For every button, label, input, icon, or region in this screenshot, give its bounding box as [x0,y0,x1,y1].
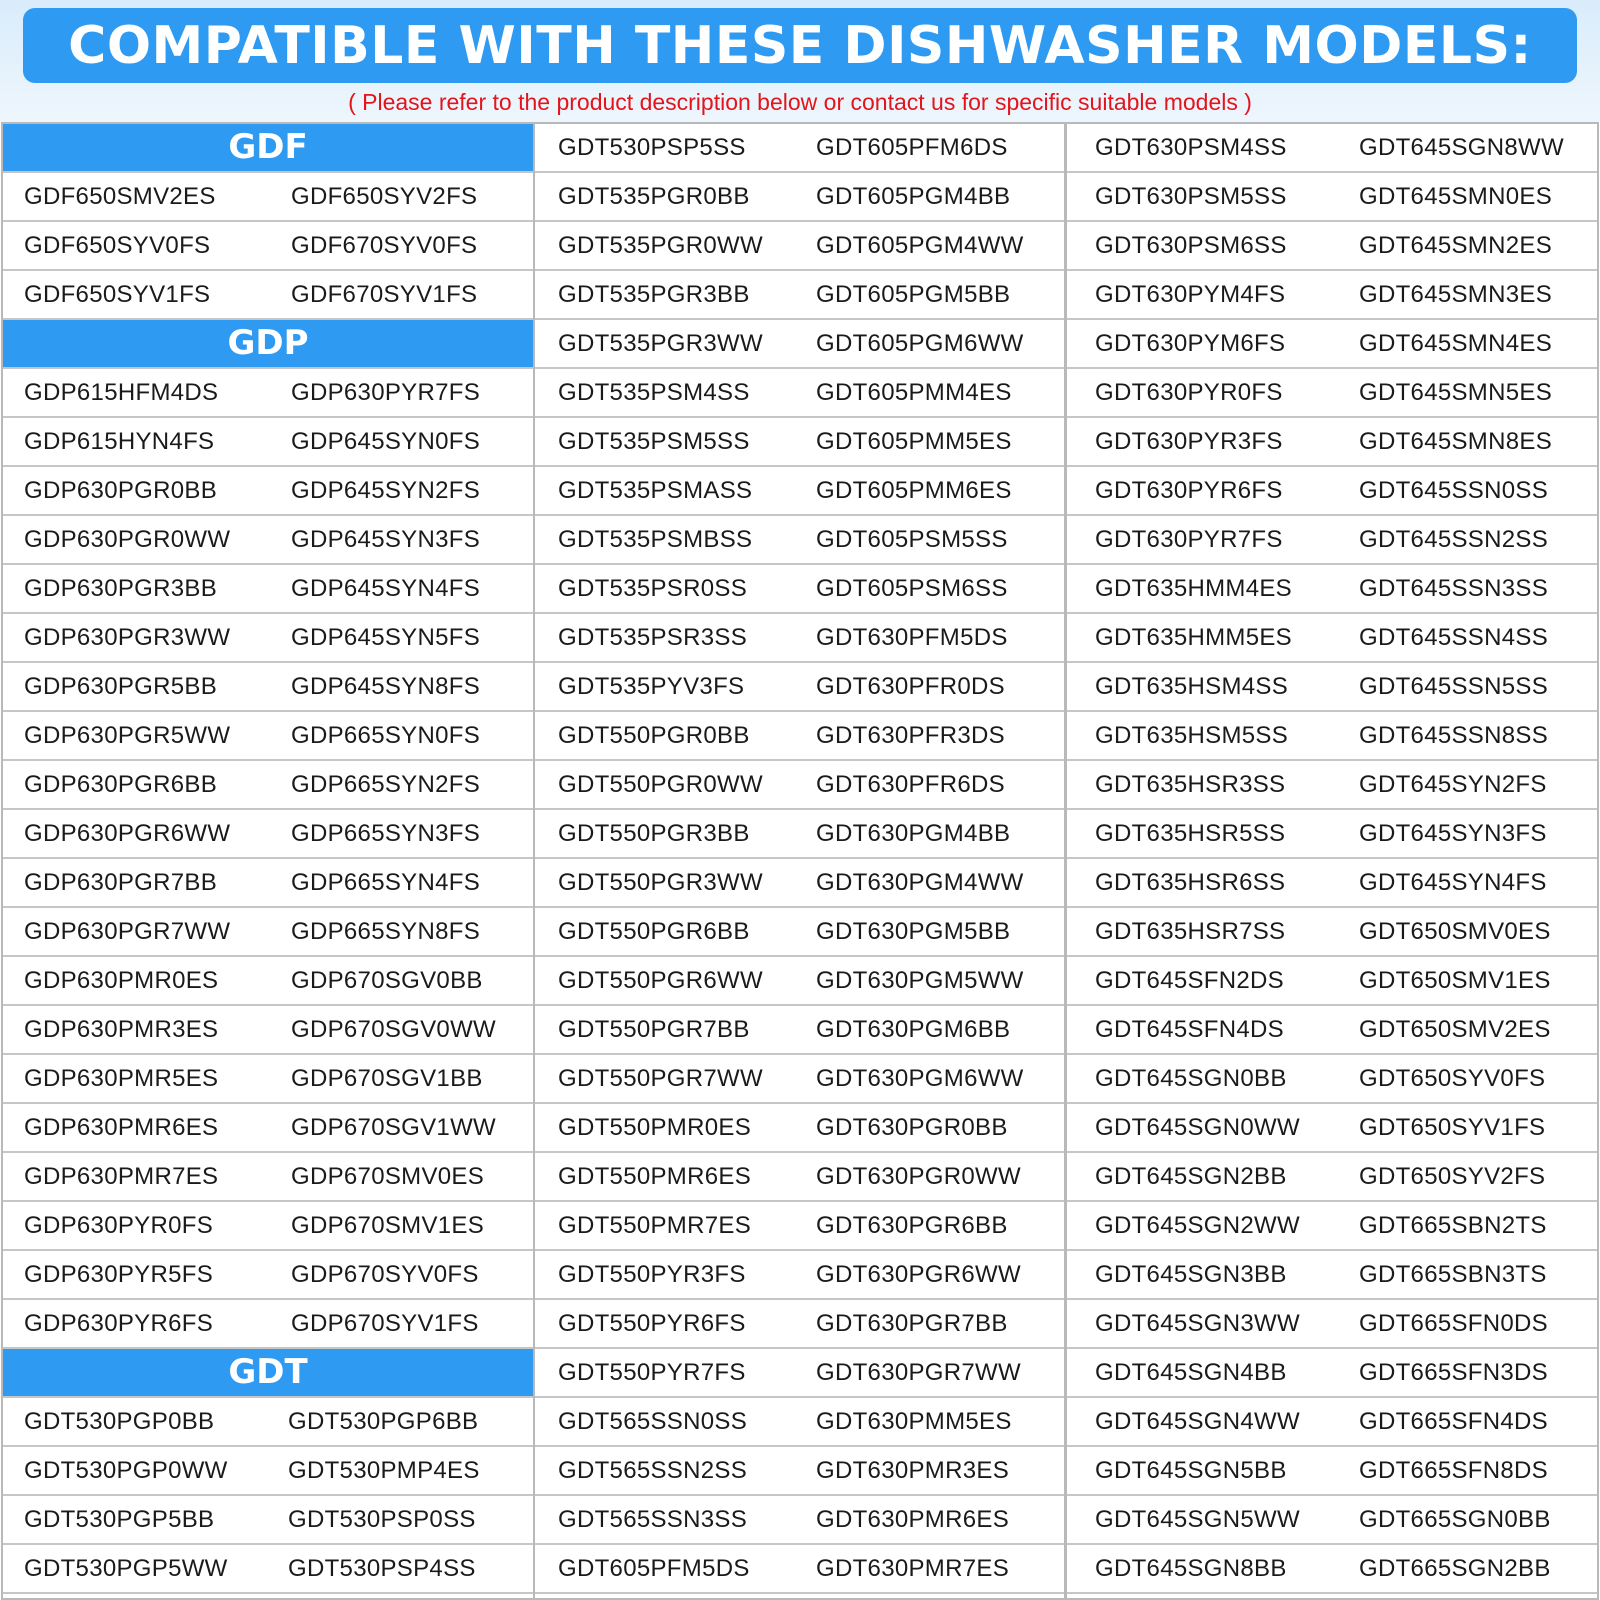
model-number: GDT630PGM5WW [816,967,1024,994]
model-number: GDT530PGP6BB [288,1408,479,1435]
model-number: GDP630PYR7FS [291,379,481,406]
model-row [1067,859,1597,908]
model-number: GDP630PGR0BB [24,477,218,504]
model-number: GDT665SBN3TS [1359,1261,1547,1288]
model-row [1067,1006,1597,1055]
model-number: GDP670SGV0BB [291,967,483,994]
model-number: GDT650SMV0ES [1359,918,1551,945]
model-number: GDT535PSR3SS [558,624,748,651]
model-row [535,516,1064,565]
model-number: GDT630PGR7BB [816,1310,1008,1337]
model-row [3,173,533,222]
model-number: GDT645SGN8BB [1095,1555,1287,1582]
model-number: GDT530PGP5BB [24,1506,215,1533]
model-number: GDT650SYV0FS [1359,1065,1546,1092]
model-number: GDF650SYV0FS [24,232,211,259]
model-number: GDT630PYR0FS [1095,379,1283,406]
model-number: GDT565SSN0SS [558,1408,748,1435]
model-row [1067,1447,1597,1496]
section-heading: GDF [3,124,533,173]
model-row [1067,712,1597,761]
model-number: GDT550PGR3BB [558,820,750,847]
model-number: GDT550PYR6FS [558,1310,746,1337]
model-number: GDT535PGR3BB [558,281,750,308]
model-number: GDT535PGR0BB [558,183,750,210]
model-row [3,565,533,614]
model-number: GDT630PYR6FS [1095,477,1283,504]
model-row [535,369,1064,418]
model-number: GDP645SYN0FS [291,428,481,455]
model-row [3,1251,533,1300]
model-row [1067,271,1597,320]
model-number: GDT605PFM5DS [558,1555,750,1582]
model-number: GDT550PMR0ES [558,1114,751,1141]
model-row [535,614,1064,663]
model-number: GDP630PGR7WW [24,918,231,945]
model-number: GDT645SFN4DS [1095,1016,1284,1043]
model-number: GDT645SGN0BB [1095,1065,1287,1092]
model-row [535,565,1064,614]
model-number: GDT630PFM5DS [816,624,1008,651]
model-number: GDP630PYR5FS [24,1261,214,1288]
model-number: GDP645SYN8FS [291,673,481,700]
model-row [3,467,533,516]
page-title: COMPATIBLE WITH THESE DISHWASHER MODELS: [23,8,1577,83]
model-number: GDT605PGM5BB [816,281,1011,308]
model-number: GDT645SSN0SS [1359,477,1549,504]
model-number: GDT550PGR0WW [558,771,763,798]
model-row [535,761,1064,810]
model-number: GDT630PGR6WW [816,1261,1021,1288]
model-row [3,1055,533,1104]
model-row [535,173,1064,222]
model-row [3,1006,533,1055]
model-number: GDP665SYN4FS [291,869,481,896]
model-number: GDP670SGV0WW [291,1016,496,1043]
model-number: GDT645SGN5BB [1095,1457,1287,1484]
model-number: GDF650SYV1FS [24,281,211,308]
model-row [1067,516,1597,565]
model-number: GDT630PMR3ES [816,1457,1009,1484]
model-number: GDT645SGN5WW [1095,1506,1300,1533]
model-row [535,1153,1064,1202]
model-number: GDP630PGR6WW [24,820,231,847]
model-row [535,418,1064,467]
model-number: GDT645SGN3BB [1095,1261,1287,1288]
model-number: GDT535PGR0WW [558,232,763,259]
model-row [1067,467,1597,516]
model-number: GDT650SYV2FS [1359,1163,1546,1190]
middle-model-panel [535,124,1064,1598]
model-row [1067,1251,1597,1300]
model-number: GDT605PSM6SS [816,575,1008,602]
model-number: GDT630PFR6DS [816,771,1005,798]
model-row [535,908,1064,957]
model-number: GDT630PGM6BB [816,1016,1011,1043]
model-row [535,1251,1064,1300]
model-number: GDT635HSR3SS [1095,771,1286,798]
model-row [3,614,533,663]
model-number: GDT665SFN4DS [1359,1408,1548,1435]
model-row [3,663,533,712]
model-row [535,1349,1064,1398]
model-number: GDT645SMN0ES [1359,183,1552,210]
model-number: GDT630PGR0WW [816,1163,1021,1190]
model-number: GDP630PMR3ES [24,1016,219,1043]
model-number: GDT645SGN3WW [1095,1310,1300,1337]
model-row [3,908,533,957]
model-row [535,1447,1064,1496]
model-number: GDT630PGR0BB [816,1114,1008,1141]
model-number: GDP630PGR3BB [24,575,218,602]
model-number: GDT665SFN3DS [1359,1359,1548,1386]
model-number: GDT605PMM6ES [816,477,1012,504]
model-number: GDT550PMR6ES [558,1163,751,1190]
model-row [1067,418,1597,467]
model-number: GDT630PGR7WW [816,1359,1021,1386]
model-row [3,761,533,810]
model-row [1067,1545,1597,1594]
model-row [3,957,533,1006]
model-row [1067,1055,1597,1104]
model-number: GDP630PYR6FS [24,1310,214,1337]
model-row [3,222,533,271]
model-number: GDT535PGR3WW [558,330,763,357]
model-row [3,1447,533,1496]
model-number: GDT645SGN2WW [1095,1212,1300,1239]
model-number: GDT550PGR6BB [558,918,750,945]
model-number: GDP630PGR6BB [24,771,218,798]
model-number: GDT535PYV3FS [558,673,745,700]
model-number: GDT645SMN8ES [1359,428,1552,455]
model-row [535,1300,1064,1349]
model-number: GDT530PSP0SS [288,1506,476,1533]
model-number: GDT550PYR3FS [558,1261,746,1288]
model-number: GDT605PGM4WW [816,232,1024,259]
right-model-panel [1067,124,1597,1598]
model-row [535,1398,1064,1447]
model-number: GDT535PSMBSS [558,526,753,553]
model-number: GDT650SMV2ES [1359,1016,1551,1043]
model-row [535,271,1064,320]
model-row [535,1202,1064,1251]
model-number: GDT665SBN2TS [1359,1212,1547,1239]
model-row [535,957,1064,1006]
model-row [1067,369,1597,418]
model-number: GDP645SYN2FS [291,477,481,504]
model-number: GDP665SYN8FS [291,918,481,945]
model-number: GDP630PMR6ES [24,1114,219,1141]
model-number: GDT535PSR0SS [558,575,748,602]
model-number: GDT645SMN5ES [1359,379,1552,406]
model-number: GDP615HFM4DS [24,379,219,406]
model-number: GDP670SGV1WW [291,1114,496,1141]
model-number: GDP630PGR3WW [24,624,231,651]
model-number: GDT650SYV1FS [1359,1114,1546,1141]
model-number: GDT630PGM6WW [816,1065,1024,1092]
model-number: GDT630PSM4SS [1095,134,1287,161]
model-row [535,222,1064,271]
model-row [1067,1153,1597,1202]
model-number: GDT650SMV1ES [1359,967,1551,994]
model-number: GDT645SFN2DS [1095,967,1284,994]
model-number: GDP645SYN5FS [291,624,481,651]
model-row [535,859,1064,908]
model-number: GDP630PYR0FS [24,1212,214,1239]
model-number: GDT630PGM5BB [816,918,1011,945]
model-number: GDT630PFR0DS [816,673,1005,700]
model-number: GDT630PFR3DS [816,722,1005,749]
model-number: GDT645SSN3SS [1359,575,1549,602]
model-row [3,418,533,467]
model-number: GDT645SSN2SS [1359,526,1549,553]
model-row [1067,1398,1597,1447]
model-row [3,1300,533,1349]
model-row [535,320,1064,369]
model-number: GDF650SYV2FS [291,183,478,210]
model-number: GDT535PSMASS [558,477,753,504]
model-number: GDT605PMM4ES [816,379,1012,406]
model-number: GDT605PGM4BB [816,183,1011,210]
model-number: GDT645SGN4BB [1095,1359,1287,1386]
model-row [3,1545,533,1594]
model-number: GDT630PMR6ES [816,1506,1009,1533]
model-number: GDP630PMR0ES [24,967,219,994]
model-number: GDT530PGP5WW [24,1555,228,1582]
model-number: GDP670SYV0FS [291,1261,479,1288]
model-number: GDT550PGR0BB [558,722,750,749]
model-row [535,1055,1064,1104]
model-row [535,1545,1064,1594]
model-number: GDT635HMM5ES [1095,624,1292,651]
model-number: GDT630PYM6FS [1095,330,1286,357]
model-row [535,1006,1064,1055]
model-number: GDT645SMN2ES [1359,232,1552,259]
model-number: GDT565SSN3SS [558,1506,748,1533]
model-number: GDP630PGR5BB [24,673,218,700]
model-row [535,467,1064,516]
model-number: GDP615HYN4FS [24,428,215,455]
model-number: GDT630PGM4BB [816,820,1011,847]
model-number: GDT645SMN3ES [1359,281,1552,308]
model-number: GDP670SMV0ES [291,1163,485,1190]
model-row [3,1398,533,1447]
model-number: GDT535PSM5SS [558,428,750,455]
model-row [535,124,1064,173]
model-number: GDT530PSP4SS [288,1555,476,1582]
model-row [1067,614,1597,663]
model-number: GDP630PMR5ES [24,1065,219,1092]
model-row [1067,320,1597,369]
model-row [3,1202,533,1251]
model-number: GDT635HSR6SS [1095,869,1286,896]
model-row [3,810,533,859]
model-row [3,516,533,565]
model-number: GDT645SSN8SS [1359,722,1549,749]
model-number: GDT645SYN2FS [1359,771,1547,798]
model-row [1067,908,1597,957]
model-number: GDP645SYN3FS [291,526,481,553]
model-row [3,369,533,418]
model-number: GDT535PSM4SS [558,379,750,406]
section-heading: GDP [3,320,533,369]
subtitle-note: ( Please refer to the product description below or contact us for specific suitable models ) [348,89,1252,115]
model-row [1067,1300,1597,1349]
model-number: GDT635HSR5SS [1095,820,1286,847]
model-number: GDT550PYR7FS [558,1359,746,1386]
model-row [1067,565,1597,614]
model-row [535,712,1064,761]
model-number: GDP630PGR7BB [24,869,218,896]
model-number: GDT635HSM5SS [1095,722,1288,749]
model-number: GDT550PGR3WW [558,869,763,896]
model-number: GDP645SYN4FS [291,575,481,602]
model-number: GDP630PGR0WW [24,526,231,553]
model-number: GDT605PSM5SS [816,526,1008,553]
model-number: GDT565SSN2SS [558,1457,748,1484]
model-number: GDF670SYV1FS [291,281,478,308]
model-row [1067,1104,1597,1153]
model-number: GDT605PGM6WW [816,330,1024,357]
left-model-panel [3,124,533,1598]
model-row [1067,761,1597,810]
model-number: GDT635HSR7SS [1095,918,1286,945]
model-row [3,859,533,908]
model-row [1067,1202,1597,1251]
model-number: GDT645SSN5SS [1359,673,1549,700]
model-number: GDP665SYN0FS [291,722,481,749]
model-row [3,1104,533,1153]
model-row [1067,124,1597,173]
model-number: GDT645SGN8WW [1359,134,1564,161]
model-number: GDT645SSN4SS [1359,624,1549,651]
section-heading: GDT [3,1349,533,1398]
model-number: GDT645SYN3FS [1359,820,1547,847]
model-number: GDT665SFN0DS [1359,1310,1548,1337]
model-number: GDP630PMR7ES [24,1163,219,1190]
model-number: GDT645SYN4FS [1359,869,1547,896]
model-number: GDT645SGN0WW [1095,1114,1300,1141]
model-number: GDT645SMN4ES [1359,330,1552,357]
model-number: GDP670SMV1ES [291,1212,485,1239]
model-number: GDP630PGR5WW [24,722,231,749]
model-number: GDT530PMP4ES [288,1457,480,1484]
model-number: GDT645SGN2BB [1095,1163,1287,1190]
model-row [3,712,533,761]
model-number: GDT635HSM4SS [1095,673,1288,700]
model-number: GDT630PMR7ES [816,1555,1009,1582]
model-row [1067,810,1597,859]
model-number: GDT630PMM5ES [816,1408,1012,1435]
model-number: GDT605PMM5ES [816,428,1012,455]
model-number: GDF670SYV0FS [291,232,478,259]
model-row [1067,1349,1597,1398]
model-row [3,1496,533,1545]
model-number: GDT530PSP5SS [558,134,746,161]
model-number: GDF650SMV2ES [24,183,216,210]
model-row [1067,957,1597,1006]
model-row [3,271,533,320]
model-number: GDT665SGN2BB [1359,1555,1551,1582]
model-number: GDT630PGM4WW [816,869,1024,896]
model-number: GDT665SGN0BB [1359,1506,1551,1533]
model-number: GDT605PFM6DS [816,134,1008,161]
model-number: GDT645SGN4WW [1095,1408,1300,1435]
model-row [535,1496,1064,1545]
model-number: GDT630PYM4FS [1095,281,1286,308]
model-number: GDT630PYR7FS [1095,526,1283,553]
model-number: GDT530PGP0BB [24,1408,215,1435]
model-number: GDP670SGV1BB [291,1065,483,1092]
model-row [1067,173,1597,222]
model-row [1067,1496,1597,1545]
model-number: GDT630PSM6SS [1095,232,1287,259]
model-row [535,663,1064,712]
model-number: GDP670SYV1FS [291,1310,479,1337]
model-number: GDT550PGR7BB [558,1016,750,1043]
model-row [3,1153,533,1202]
model-number: GDT550PMR7ES [558,1212,751,1239]
model-row [1067,663,1597,712]
model-row [535,1104,1064,1153]
model-number: GDT630PGR6BB [816,1212,1008,1239]
model-number: GDT630PSM5SS [1095,183,1287,210]
model-number: GDP665SYN2FS [291,771,481,798]
model-number: GDT530PGP0WW [24,1457,228,1484]
model-row [535,810,1064,859]
model-row [1067,222,1597,271]
model-number: GDT630PYR3FS [1095,428,1283,455]
model-number: GDT635HMM4ES [1095,575,1292,602]
model-number: GDP665SYN3FS [291,820,481,847]
model-number: GDT550PGR6WW [558,967,763,994]
model-number: GDT550PGR7WW [558,1065,763,1092]
model-number: GDT665SFN8DS [1359,1457,1548,1484]
